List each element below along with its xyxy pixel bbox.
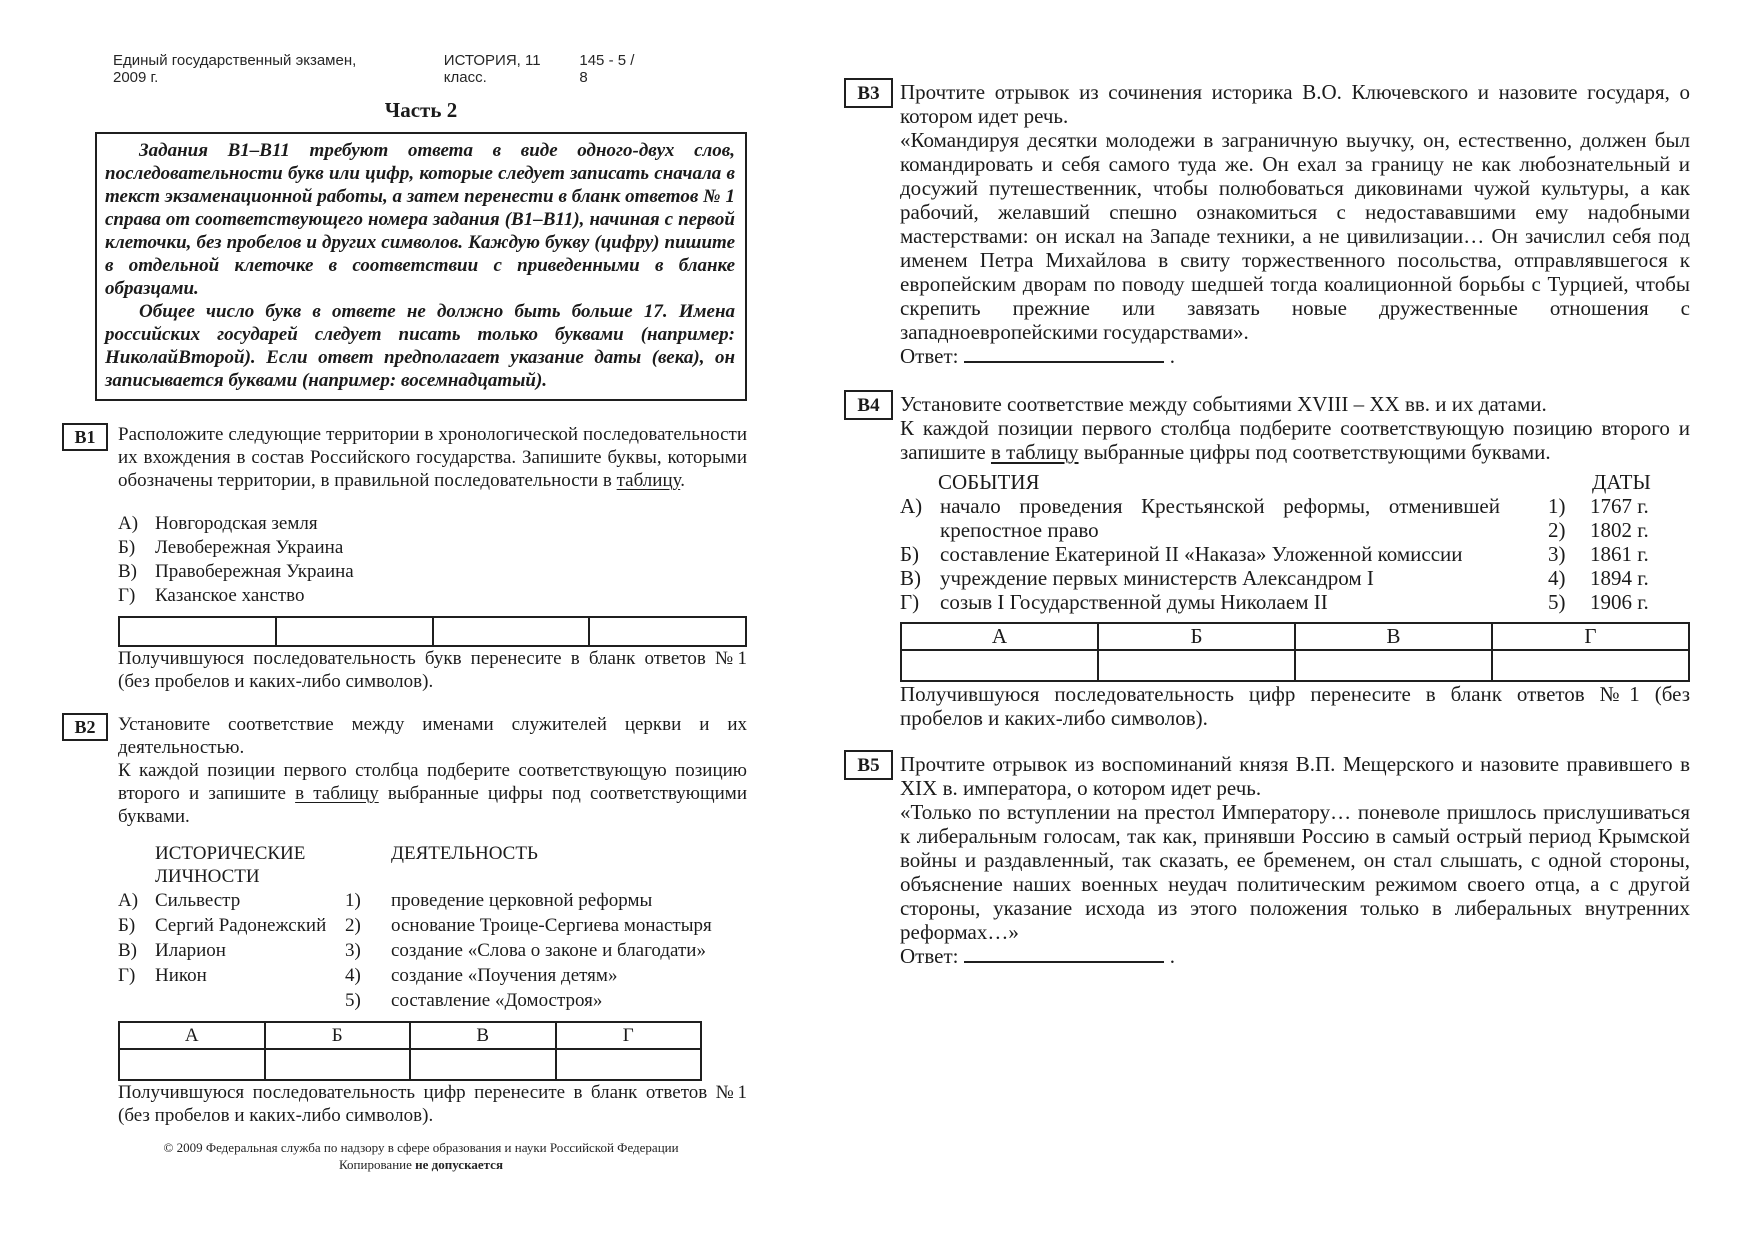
option-text: созыв I Государственной думы Николаем II — [940, 590, 1328, 614]
option-text: основание Троице-Сергиева монастыря — [391, 915, 712, 936]
question-b2-text-2 — [118, 759, 747, 828]
option-letter: Г) — [900, 590, 920, 614]
copy-restriction-text: Копирование — [339, 1157, 416, 1172]
option-letter: А) — [900, 494, 923, 518]
list-item — [1548, 542, 1690, 566]
option-letter: Г) — [118, 585, 136, 606]
answer-table-b1 — [118, 616, 747, 647]
instructions-paragraph-1: Задания В1–В11 требуют ответа в виде одного-двух слов, последовательности букв или цифр, которые следует записать сначала в текст экзаменационной работы, а затем перенести в бланк ответов № 1 справа от соответствующего номера задания (В1–В11), начиная с первой клеточки, без пробелов и других символов. Каждую букву (цифру) пишите в отдельной клеточке в соответствии с приведенными в бланке образцами. — [105, 140, 735, 299]
option-number: 1) — [345, 890, 361, 911]
answer-row — [119, 617, 746, 646]
option-number: 2) — [1548, 518, 1566, 542]
option-text: начало проведения Крестьянской реформы, отменившей крепостное право — [940, 494, 1500, 542]
header-cell: Б — [265, 1022, 411, 1049]
option-letter: В) — [900, 566, 921, 590]
question-b2-text-post: выбранные цифры под соответствующими буквами. — [118, 783, 747, 827]
option-text: составление «Домостроя» — [391, 990, 603, 1011]
question-b1-text-post: . — [680, 470, 685, 491]
answer-cell — [410, 1049, 556, 1080]
list-item — [118, 512, 747, 536]
option-number: 1) — [1548, 494, 1566, 518]
header-cell: В — [410, 1022, 556, 1049]
left-page-column — [74, 52, 747, 1173]
option-letter: Б) — [118, 915, 136, 936]
question-b3-text: Прочтите отрывок из сочинения историка В.О. Ключевского и назовите государя, о котором идет речь. — [900, 80, 1690, 128]
option-letter: А) — [118, 513, 139, 534]
option-number: 5) — [345, 990, 361, 1011]
answer-table-header-row — [119, 1022, 701, 1049]
answer-cell — [556, 1049, 702, 1080]
date-text: 1906 г. — [1590, 590, 1649, 614]
right-page-column — [857, 80, 1690, 968]
option-number: 2) — [345, 915, 361, 936]
option-text: Новгородская земля — [155, 513, 318, 534]
answer-cell — [276, 617, 433, 646]
list-item — [118, 913, 345, 938]
match-column-headers — [118, 842, 747, 888]
question-b5 — [857, 752, 1690, 968]
option-text: учреждение первых министерств Александром I — [940, 566, 1374, 590]
personalities-header: ИСТОРИЧЕСКИЕ ЛИЧНОСТИ — [155, 843, 306, 887]
answer-table-b2 — [118, 1021, 702, 1081]
copyright-line: © 2009 Федеральная служба по надзору в сфере образования и науки Российской Федерации — [163, 1140, 679, 1155]
list-item — [1548, 566, 1690, 590]
option-text: Сильвестр — [155, 890, 241, 911]
document-footer — [95, 1139, 747, 1173]
option-text: Казанское ханство — [155, 585, 305, 606]
list-item — [900, 566, 1500, 590]
option-number: 3) — [345, 940, 361, 961]
list-item — [1548, 494, 1690, 518]
question-b4 — [857, 392, 1690, 730]
subject-title: ИСТОРИЯ, 11 класс. — [443, 52, 541, 86]
option-text: Левобережная Украина — [155, 537, 344, 558]
answer-cell — [589, 617, 746, 646]
question-b2-text-1: Установите соответствие между именами служителей церкви и их деятельностью. — [118, 714, 747, 758]
list-item — [118, 938, 345, 963]
answer-cell — [901, 650, 1098, 681]
list-item — [900, 494, 1500, 542]
list-item — [118, 963, 345, 988]
list-item — [118, 536, 747, 560]
option-text: проведение церковной реформы — [391, 890, 653, 911]
answer-blank-b3 — [964, 345, 1164, 363]
header-cell: А — [119, 1022, 265, 1049]
option-letter: В) — [118, 561, 137, 582]
answer-blank-b5 — [964, 945, 1164, 963]
date-text: 1802 г. — [1590, 518, 1649, 542]
answer-line-b5 — [900, 944, 1690, 968]
option-letter: Б) — [118, 537, 136, 558]
document-header — [95, 52, 747, 86]
dates-header: ДАТЫ — [1592, 470, 1651, 494]
question-b2-text-pre: К каждой позиции первого столбца подберите соответствующую позицию второго и запишите — [118, 760, 747, 804]
match-columns — [118, 888, 747, 1013]
events-list — [900, 494, 1500, 614]
answer-cell — [1295, 650, 1492, 681]
option-text: составление Екатериной II «Наказа» Уложенной комиссии — [940, 542, 1463, 566]
answer-cell — [1492, 650, 1689, 681]
option-letter: В) — [118, 940, 137, 961]
question-b2-label: В2 — [62, 713, 108, 741]
question-b1-options — [118, 512, 747, 608]
option-letter: Б) — [900, 542, 920, 566]
question-b1-text-pre: Расположите следующие территории в хронологической последовательности их вхождения в состав Российского государства. Запишите буквы, которыми обозначены территории, в правильной последовательности в — [118, 424, 747, 491]
list-item — [345, 988, 747, 1013]
activities-list — [345, 888, 747, 1013]
list-item — [345, 963, 747, 988]
question-b3 — [857, 80, 1690, 368]
question-b5-quote: «Только по вступлении на престол Императору… поневоле пришлось прислушиваться к либеральным голосам, так как, принявши Россию в самый острый период Крымской войны и раздавленный, так сказать, ее бременем, он стал слышать, с одной стороны, объяснение наших военных неудач политическим режимом своего отца, а с другой стороны, указание исхода из этого положения только в либеральных внутренних реформах…» — [900, 800, 1690, 944]
question-b4-text-2 — [900, 416, 1690, 464]
question-b1 — [74, 423, 747, 693]
exam-title: Единый государственный экзамен, 2009 г. — [113, 52, 357, 86]
activities-header: ДЕЯТЕЛЬНОСТЬ — [391, 843, 538, 864]
transfer-note-b2: Получившуюся последовательность цифр перенесите в бланк ответов №1 (без пробелов и каких-либо символов). — [118, 1082, 747, 1126]
option-number: 4) — [1548, 566, 1566, 590]
list-item — [345, 938, 747, 963]
answer-suffix: . — [1169, 344, 1175, 368]
instructions-box — [95, 132, 747, 401]
answer-line-b3 — [900, 344, 1690, 368]
answer-suffix: . — [1169, 944, 1175, 968]
question-b4-text-1: Установите соответствие между событиями XVIII – XX вв. и их датами. — [900, 392, 1547, 416]
list-item — [118, 584, 747, 608]
question-b5-label: В5 — [844, 750, 893, 780]
answer-cell — [119, 617, 276, 646]
list-item — [118, 560, 747, 584]
answer-table-b4 — [900, 622, 1690, 682]
instructions-paragraph-2: Общее число букв в ответе не должно быть больше 17. Имена российских государей следует писать только буквами (например: НиколайВторой). Если ответ предполагает указание даты (века), он записывается буквами (например: восемнадцатый). — [105, 301, 735, 391]
date-text: 1894 г. — [1590, 566, 1649, 590]
answer-cell — [433, 617, 590, 646]
question-b3-quote: «Командируя десятки молодежи в заграничную выучку, он, естественно, должен был командировать и себя самого туда же. Он ехал за границу не как любознательный и досужий путешественник, чтобы полюбоваться диковинами чужой культуры, а как рабочий, желавший спешно ознакомиться с недостававшими ему надобными мастерствами: он искал на Западе техники, а не цивилизации… Он зачислил себя под именем Петра Михайлова в свиту торжественного посольства, отправлявшегося к европейским дворам по поводу шедшей тогда коалиционной борьбы с Турцией, чтобы скрепить прежние или завязать новые дружественные отношения с западноевропейскими государствами». — [900, 128, 1690, 344]
dates-list — [1540, 494, 1690, 614]
list-item — [118, 888, 345, 913]
question-b5-text: Прочтите отрывок из воспоминаний князя В.П. Мещерского и назовите правившего в XIX в. императора, о котором идет речь. — [900, 752, 1690, 800]
personalities-list — [118, 888, 345, 1013]
question-b1-table-ref: таблицу — [616, 470, 681, 491]
option-number: 4) — [345, 965, 361, 986]
list-item — [345, 913, 747, 938]
answer-table-header-row — [901, 623, 1689, 650]
option-number: 3) — [1548, 542, 1566, 566]
transfer-note-b4: Получившуюся последовательность цифр перенесите в бланк ответов №1 (без пробелов и каких-либо символов). — [900, 682, 1690, 730]
question-b4-label: В4 — [844, 390, 893, 420]
header-cell: Г — [556, 1022, 702, 1049]
transfer-note-b1: Получившуюся последовательность букв перенесите в бланк ответов №1 (без пробелов и каких-либо символов). — [118, 648, 747, 692]
date-text: 1767 г. — [1590, 494, 1649, 518]
answer-row — [901, 650, 1689, 681]
option-text: Иларион — [155, 940, 226, 961]
page-code: 145 - 5 / 8 — [579, 52, 635, 86]
option-text: создание «Поучения детям» — [391, 965, 618, 986]
part-title: Часть 2 — [384, 98, 458, 122]
date-text: 1861 г. — [1590, 542, 1649, 566]
copy-restriction-bold: не допускается — [415, 1157, 503, 1172]
copy-restriction-line — [95, 1156, 747, 1173]
question-b4-table-ref: в таблицу — [990, 440, 1079, 464]
events-header: СОБЫТИЯ — [938, 470, 1040, 494]
header-cell: Г — [1492, 623, 1689, 650]
question-b1-text — [118, 423, 747, 492]
header-cell: А — [901, 623, 1098, 650]
question-b4-text-post: выбранные цифры под соответствующими буквами. — [1078, 440, 1551, 464]
option-letter: Г) — [118, 965, 136, 986]
match-columns — [900, 494, 1690, 614]
answer-cell — [119, 1049, 265, 1080]
question-b4-text-pre: К каждой позиции первого столбца подберите соответствующую позицию второго и запишите — [900, 416, 1690, 464]
option-text: Правобережная Украина — [155, 561, 354, 582]
option-letter: А) — [118, 890, 139, 911]
list-item — [900, 542, 1500, 566]
answer-cell — [1098, 650, 1295, 681]
match-column-headers — [900, 470, 1690, 494]
option-text: Никон — [155, 965, 207, 986]
question-b3-label: В3 — [844, 78, 893, 108]
answer-label: Ответ: — [900, 344, 959, 368]
list-item — [900, 590, 1500, 614]
question-b1-label: В1 — [62, 423, 108, 451]
header-cell: В — [1295, 623, 1492, 650]
question-b2-table-ref: в таблицу — [295, 783, 379, 804]
option-text: создание «Слова о законе и благодати» — [391, 940, 706, 961]
answer-row — [119, 1049, 701, 1080]
question-b2 — [74, 713, 747, 1127]
answer-label: Ответ: — [900, 944, 959, 968]
list-item — [1548, 590, 1690, 614]
list-item — [345, 888, 747, 913]
header-cell: Б — [1098, 623, 1295, 650]
option-number: 5) — [1548, 590, 1566, 614]
answer-cell — [265, 1049, 411, 1080]
list-item — [1548, 518, 1690, 542]
option-text: Сергий Радонежский — [155, 915, 327, 936]
